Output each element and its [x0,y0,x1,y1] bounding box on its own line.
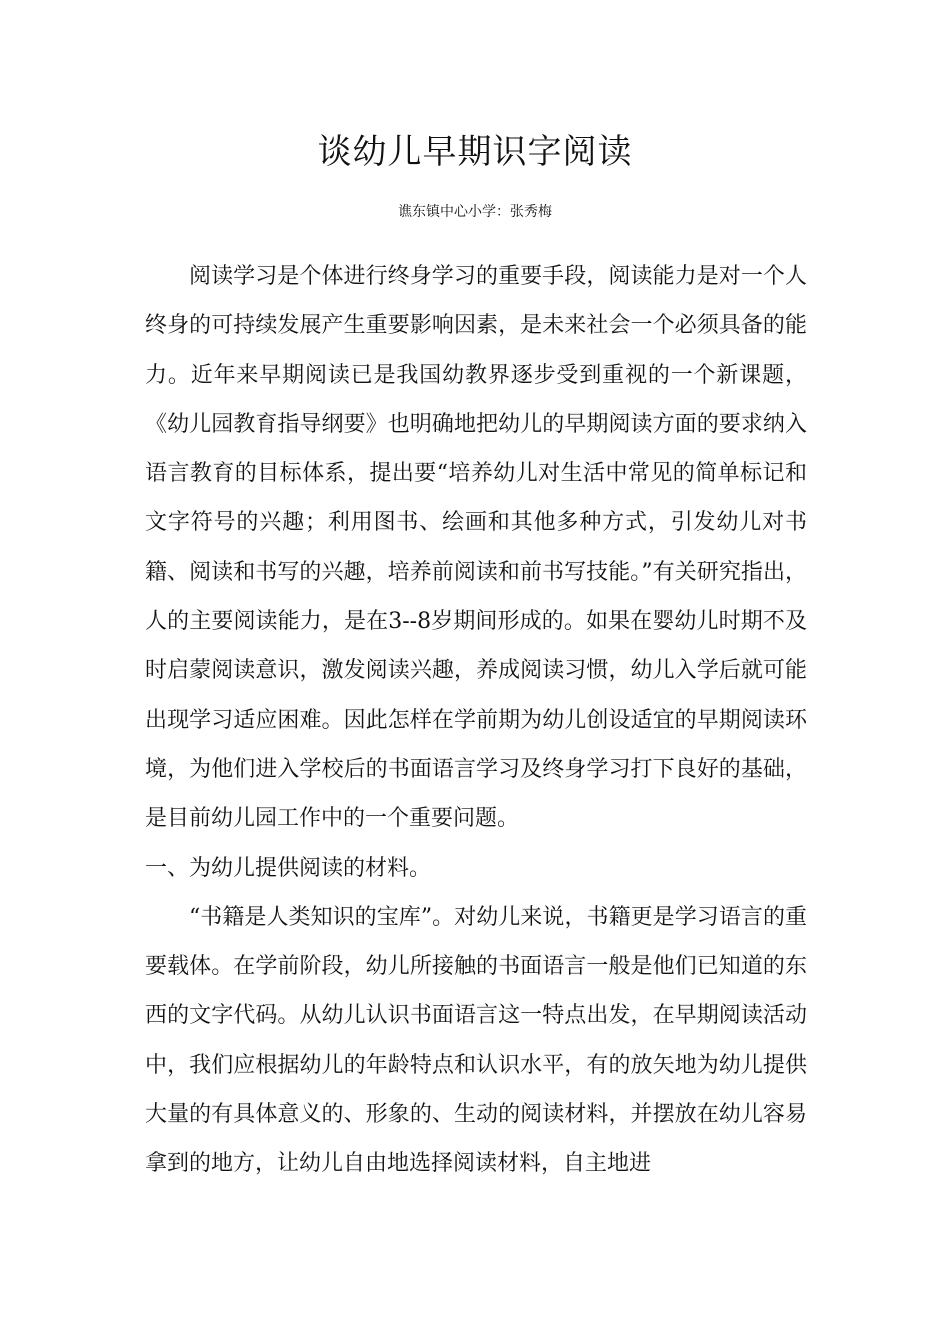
document-body [145,252,807,1189]
author-line: 谯东镇中心小学：张秀梅 [398,204,552,220]
document-title: 谈幼儿早期识字阅读 [317,132,633,172]
paragraph-intro: 阅读学习是个体进行终身学习的重要手段，阅读能力是对一个人终身的可持续发展产生重要影响因素，是未来社会一个必须具备的能力。近年来早期阅读已是我国幼教界逐步受到重视的一个新课题，《幼儿园教育指导纲要》也明确地把幼儿的早期阅读方面的要求纳入语言教育的目标体系，提出要“培养幼儿对生活中常见的简单标记和文字符号的兴趣；利用图书、绘画和其他多种方式，引发幼儿对书籍、阅读和书写的兴趣，培养前阅读和前书写技能。”有关研究指出，人的主要阅读能力，是在3--8岁期间形成的。如果在婴幼儿时期不及时启蒙阅读意识，激发阅读兴趣，养成阅读习惯，幼儿入学后就可能出现学习适应困难。因此怎样在学前期为幼儿创设适宜的早期阅读环境，为他们进入学校后的书面语言学习及终身学习打下良好的基础，是目前幼儿园工作中的一个重要问题。 [145,264,807,832]
paragraph-section-1: “书籍是人类知识的宝库”。对幼儿来说，书籍更是学习语言的重要载体。在学前阶段，幼儿所接触的书面语言一般是他们已知道的东西的文字代码。从幼儿认识书面语言这一特点出发，在早期阅读活动中，我们应根据幼儿的年龄特点和认识水平，有的放矢地为幼儿提供大量的有具体意义的、形象的、生动的阅读材料，并摆放在幼儿容易拿到的地方，让幼儿自由地选择阅读材料，自主地进 [145,904,807,1177]
section-heading-1: 一、为幼儿提供阅读的材料。 [145,855,432,881]
